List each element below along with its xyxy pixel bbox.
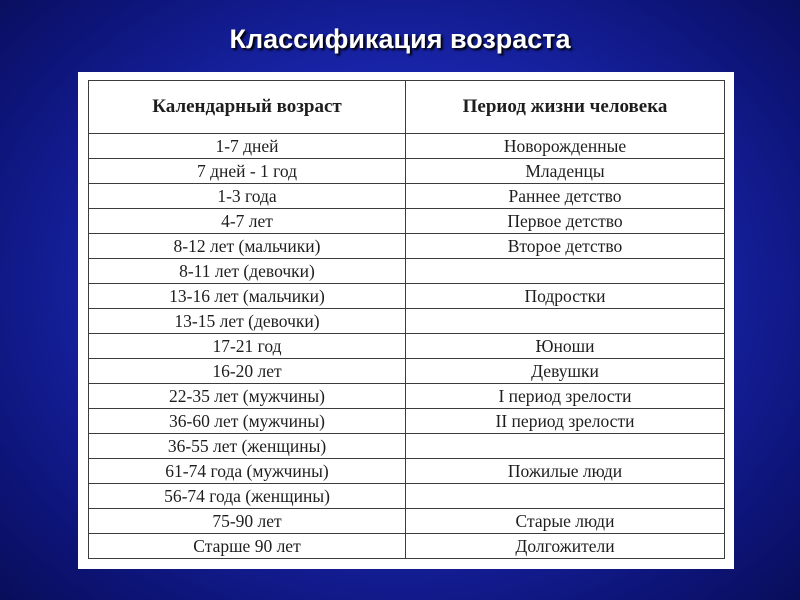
cell-life-period: [406, 484, 725, 509]
table-row: [89, 409, 725, 434]
cell-life-period: [406, 309, 725, 334]
cell-calendar-age: 1-7 дней: [89, 134, 406, 159]
cell-life-period: [406, 259, 725, 284]
cell-calendar-age: 56-74 года (женщины): [89, 484, 406, 509]
cell-calendar-age: 4-7 лет: [89, 209, 406, 234]
table-row: [89, 209, 725, 234]
table-row: [89, 359, 725, 384]
table-row: [89, 259, 725, 284]
table-row: [89, 284, 725, 309]
cell-life-period: Пожилые люди: [406, 459, 725, 484]
cell-life-period: [406, 434, 725, 459]
cell-calendar-age: 36-60 лет (мужчины): [89, 409, 406, 434]
cell-life-period: I период зрелости: [406, 384, 725, 409]
cell-calendar-age: 7 дней - 1 год: [89, 159, 406, 184]
header-life-period: Период жизни человека: [406, 81, 725, 134]
cell-calendar-age: 61-74 года (мужчины): [89, 459, 406, 484]
cell-calendar-age: 22-35 лет (мужчины): [89, 384, 406, 409]
cell-life-period: Девушки: [406, 359, 725, 384]
cell-calendar-age: 75-90 лет: [89, 509, 406, 534]
cell-calendar-age: 13-15 лет (девочки): [89, 309, 406, 334]
table-row: [89, 134, 725, 159]
cell-calendar-age: 8-11 лет (девочки): [89, 259, 406, 284]
table-row: [89, 434, 725, 459]
cell-calendar-age: 17-21 год: [89, 334, 406, 359]
header-calendar-age: Календарный возраст: [89, 81, 406, 134]
cell-life-period: Долгожители: [406, 534, 725, 559]
cell-calendar-age: Старше 90 лет: [89, 534, 406, 559]
table-panel: [78, 72, 734, 569]
cell-life-period: Подростки: [406, 284, 725, 309]
cell-life-period: Новорожденные: [406, 134, 725, 159]
table-row: [89, 309, 725, 334]
cell-life-period: Второе детство: [406, 234, 725, 259]
cell-life-period: II период зрелости: [406, 409, 725, 434]
cell-calendar-age: 13-16 лет (мальчики): [89, 284, 406, 309]
table-row: [89, 184, 725, 209]
table-row: [89, 384, 725, 409]
table-body: [89, 134, 725, 559]
cell-calendar-age: 36-55 лет (женщины): [89, 434, 406, 459]
cell-life-period: Юноши: [406, 334, 725, 359]
cell-calendar-age: 1-3 года: [89, 184, 406, 209]
age-classification-table: [88, 80, 725, 559]
cell-calendar-age: 16-20 лет: [89, 359, 406, 384]
cell-life-period: Первое детство: [406, 209, 725, 234]
table-row: [89, 459, 725, 484]
table-row: [89, 534, 725, 559]
cell-life-period: Младенцы: [406, 159, 725, 184]
table-row: [89, 334, 725, 359]
table-row: [89, 159, 725, 184]
table-row: [89, 484, 725, 509]
cell-calendar-age: 8-12 лет (мальчики): [89, 234, 406, 259]
cell-life-period: Раннее детство: [406, 184, 725, 209]
table-row: [89, 234, 725, 259]
cell-life-period: Старые люди: [406, 509, 725, 534]
table-row: [89, 509, 725, 534]
table-header-row: [89, 81, 725, 134]
slide-title: Классификация возраста: [229, 24, 571, 54]
